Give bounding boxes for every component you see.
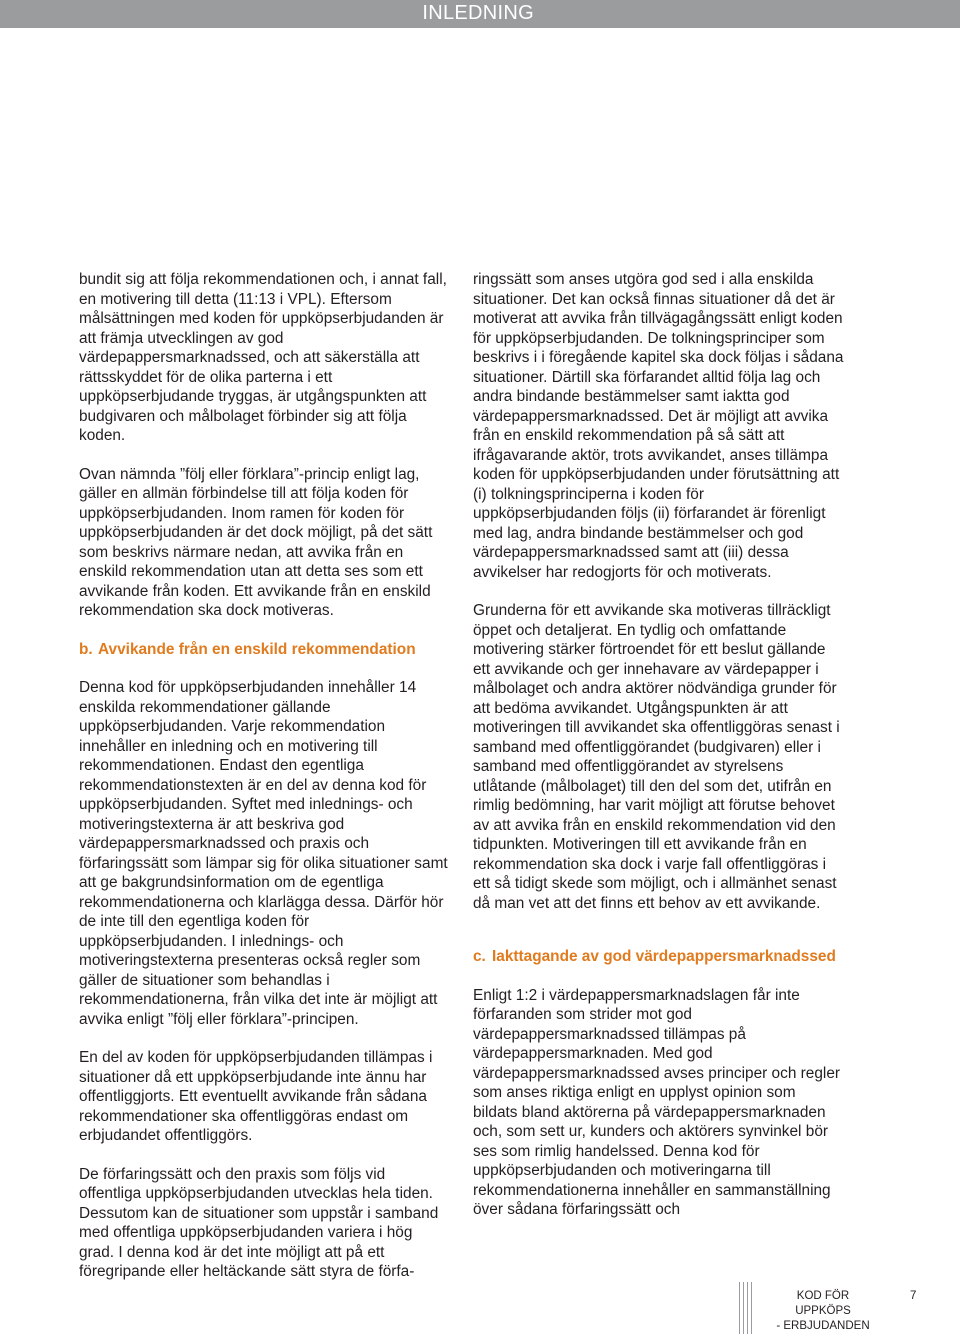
section-heading-text: Iakttagande av god värdepappersmarknadssed xyxy=(492,948,836,965)
body-paragraph: De förfaringssätt och den praxis som följs vid offentliga uppköpserbjudanden utvecklas hela tiden. Dessutom kan de situationer som uppstår i samband med offentliga uppköpserbjudanden variera i hög grad. I denna kod är det inte möjligt att på ett föregripande eller heltäckande sätt styra de förfa- xyxy=(79,1165,439,1280)
footer-title-line: KOD FÖR UPPKÖPS xyxy=(795,1290,851,1317)
body-paragraph: En del av koden för uppköpserbjudanden tillämpas i situationer då ett uppköpserbjudande inte ännu har offentliggjorts. Ett eventuellt avvikande från sådana rekommendationer ska offentliggöras endast om erbjudandet offentliggörs. xyxy=(79,1049,433,1144)
page-section-title: INLEDNING xyxy=(422,2,534,24)
body-paragraph: Enligt 1:2 i värdepappersmarknadslagen får inte förfaranden som strider mot god värdepappersmarknadssed tillämpas på värdepappersmarknaden. Med god värdepappersmarknadssed avses principer och regler som anses riktiga enligt en upplyst opinion som bildats bland aktörerna på värdepappersmarknaden och, som sett ur, kunders och aktörers synvinkel bör ses som rimlig handelssed. Denna kod för uppköpserbjudanden och motiveringarna till rekommendationerna innehåller en sammanställning över sådana förfaringssätt och xyxy=(473,986,841,1218)
header-bar xyxy=(0,0,960,28)
footer-document-title xyxy=(768,1289,878,1334)
section-letter: b. xyxy=(79,640,93,658)
left-column xyxy=(79,270,450,1301)
right-column xyxy=(473,270,844,1239)
body-paragraph: ringssätt som anses utgöra god sed i alla enskilda situationer. Det kan också finnas situationer då det är motiverat att avvika från tillvägagångssätt enligt koden för uppköpserbjudanden. De tolkningsprinciper som beskrivs i i föregående kapitel ska dock följas i sådana situationer. Därtill ska förfarandet alltid följa lag och andra bindande bestämmelser samt iaktta god värdepappersmarknadssed. Det är möjligt att avvika från en enskild rekommendation på så sätt att ifrågavarande aktör, trots avvikandet, anses tillämpa koden för uppköpserbjudanden under förutsättning att (i) tolkningsprinciperna i koden för uppköpserbjudanden följs (ii) förfarandet är förenligt med lag, andra bindande bestämmelser och god värdepappersmarknadssed samt att (iii) dessa avvikelser har redogjorts för och motiverats. xyxy=(473,271,844,581)
body-paragraph: Ovan nämnda ”följ eller förklara”-princip enligt lag, gäller en allmän förbindelse till att följa koden för uppköpserbjudanden. Inom ramen för koden för uppköpserbjudanden är det dock möjligt, på det sätt som beskrivs närmare nedan, att avvika från en enskild rekommendation utan att detta ses som ett avvikande från koden. Ett avvikande från en enskild rekommendation ska dock motiveras. xyxy=(79,465,433,619)
body-paragraph: Grunderna för ett avvikande ska motiveras tillräckligt öppet och detaljerat. En tydlig och omfattande motivering stärker förtroendet för ett beslut gällande ett avvikande och ger innehavare av värdepapper i målbolaget och andra aktörer nödvändiga grunder för att bedöma avvikandet. Utgångspunkten är att motiveringen till avvikandet ska offentliggöras senast i samband med offentliggörandet (budgivaren) eller i samband med offentliggörandet av styrelsens utlåtande (målbolaget) till den del som det, utifrån en rimlig bedömning, har varit möjligt att förutse behovet av att avvika från en enskild rekommendation vid den tidpunkten. Motiveringen till ett avvikande från en rekommendation ska dock i varje fall offentliggöras i ett så tidigt skede som möjligt, och i allmänhet senast då man vet att det finns ett behov av ett avvikande. xyxy=(473,602,840,912)
footer-title-line: - ERBJUDANDEN xyxy=(776,1320,870,1332)
section-letter: c. xyxy=(473,948,486,965)
section-heading-text: Avvikande från en enskild rekommendation xyxy=(98,640,416,658)
page-number: 7 xyxy=(910,1290,917,1302)
section-heading-b xyxy=(79,640,450,660)
body-paragraph: bundit sig att följa rekommendationen och, i annat fall, en motivering till detta (11:13 i VPL). Eftersom målsättningen med koden för uppköpserbjudanden är att främja utvecklingen av god värdepappersmarknadssed, och att säkerställa att rättsskyddet för de olika parterna i ett uppköpserbjudande tryggas, är utgångspunkten att budgivaren och målbolaget förbinder sig att följa koden. xyxy=(79,271,447,444)
body-paragraph: Denna kod för uppköpserbjudanden innehåller 14 enskilda rekommendationer gällande uppköpserbjudanden. Varje rekommendation innehåller en inledning och en motivering till rekommendationen. Endast den egentliga rekommendationstexten är en del av denna kod för uppköpserbjudanden. Syftet med inlednings- och motiveringstexterna är att beskriva god värdepappersmarknadssed och praxis och förfaringssätt som lämpar sig för olika situationer samt att ge bakgrundsinformation om de egentliga rekommendationerna och klarlägga dessa. Därför hör de inte till den egentliga koden för uppköpserbjudanden. I inlednings- och motiveringstexterna presenteras också regler som gäller de situationer som behandlas i rekommendationerna, från vilka det inte är möjligt att avvika enligt ”följ eller förklara”-principen. xyxy=(79,679,448,1028)
footer-decorative-lines xyxy=(739,1282,753,1334)
section-heading-c xyxy=(473,947,844,967)
